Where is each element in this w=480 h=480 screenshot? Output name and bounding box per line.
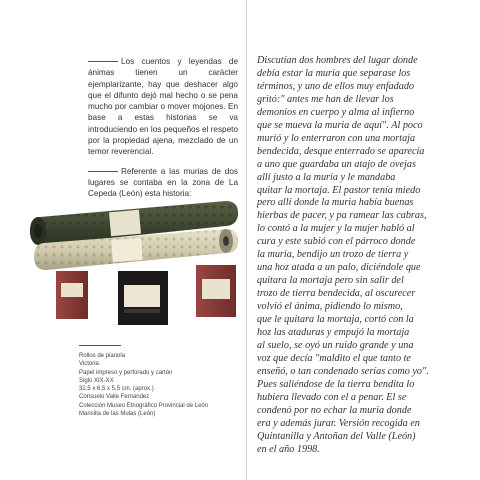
story-line: Quintanilla y Antoñan del Valle (León) <box>257 430 416 442</box>
intro-paragraph <box>88 56 238 158</box>
box-left <box>56 271 88 319</box>
story-text <box>257 55 453 457</box>
story-line: cura y este subió con el párroco donde <box>257 236 416 248</box>
story-line: debía estar la muria que separase los <box>257 67 411 79</box>
story-line: quitar la mortaja. El pastor tenía miedo <box>257 184 421 196</box>
story-line: hoz las ataduras y empujó la mortaja <box>257 327 410 339</box>
caption-rule <box>79 345 121 346</box>
story-line: era y además jurar. Versión recogida en <box>257 417 420 429</box>
story-line: términos, y uno de ellos muy enfadado <box>257 80 415 92</box>
story-line: quitara la mortaja pero sin salir del <box>257 275 404 287</box>
reference-paragraph-text: Referente a las murias de dos lugares se contaba en la zona de La Cepeda (León) esta historia: <box>88 166 238 199</box>
story-line: que le quitara la mortaja, cortó con la <box>257 314 414 326</box>
caption-line: Colección Museo Etnográfico Provincial de León <box>79 402 209 409</box>
story-line: condenó por no echar la muria donde <box>257 404 412 416</box>
caption-line: Papel impreso y perforado y cartón <box>79 369 173 376</box>
story-line: una hoz atada a un palo, diciéndole que <box>257 262 421 274</box>
column-divider <box>246 0 247 480</box>
paragraph-rule <box>88 61 118 62</box>
story-line: murió y lo enterraron con una mortaja <box>257 132 416 144</box>
caption-line: Mansilla de las Mulas (León) <box>79 411 156 418</box>
story-line: demonios en cuerpo y alma al infierno <box>257 106 415 118</box>
caption-line: Rollos de pianola <box>79 353 126 359</box>
pianola-rolls-photo <box>26 195 240 330</box>
box-center <box>118 271 168 325</box>
story-line: al suelo, se oyó un ruido grande y una <box>257 339 414 351</box>
story-line: hierbas de pacer, y pa ramear las cabras, <box>257 210 427 222</box>
story-line: hubiera llevado con el a penar. El se <box>257 391 407 403</box>
caption-line: 32,5 x 6,5 x 5,5 cm. (aprox.) <box>79 386 154 393</box>
story-line: Pues saliéndose de la tierra bendita lo <box>257 378 415 390</box>
story-line: a uno que guardaba un atajo de ovejas <box>257 158 416 170</box>
caption-line: Siglo XIX-XX <box>79 377 114 384</box>
left-column <box>88 56 238 208</box>
story-line: que se mueva la muria de aquí". Al poco <box>257 119 423 131</box>
story-line: gritó:" antes me han de llevar los <box>257 93 394 105</box>
intro-paragraph-text: Los cuentos y leyendas de ánimas tienen un carácter ejemplarizante, hay que deshacer algo que el difunto dejó mal hecho o se pena mucho por cambiar o mover mojones. En base a estas historias se va introduciendo en los pequeños el respeto por la propiedad ajena, mezclado de un temor reverencial. <box>88 57 238 157</box>
paragraph-rule <box>88 171 118 172</box>
story-line: trozo de tierra bendecida, al oscurecer <box>257 288 416 300</box>
story-line: voz que decía "maldito el que tanto te <box>257 352 411 364</box>
story-line: la muria, bendijo un trozo de tierra y <box>257 249 409 261</box>
story-line: lo contó a la mujer y la mujer habló al <box>257 223 415 235</box>
story-line: pero allí donde la muria había buenas <box>257 197 414 209</box>
story-line: allí justo a la muria y le mandaba <box>257 171 396 183</box>
story-line: volvió el ánima, pidiendo lo mismo, <box>257 301 403 313</box>
photo-caption <box>79 345 239 418</box>
caption-line: Victoria <box>79 361 99 368</box>
story-line: enseñó, o tan condenado serías como yo". <box>257 365 429 377</box>
story-line: Discutían dos hombres del lugar donde <box>257 55 418 66</box>
caption-line: Consuelo Valle Fernández <box>79 394 150 401</box>
story-line: bendecida, desque enterrado se aparecía <box>257 145 425 157</box>
box-right <box>196 265 236 317</box>
story-line: en el año 1998. <box>257 443 320 455</box>
